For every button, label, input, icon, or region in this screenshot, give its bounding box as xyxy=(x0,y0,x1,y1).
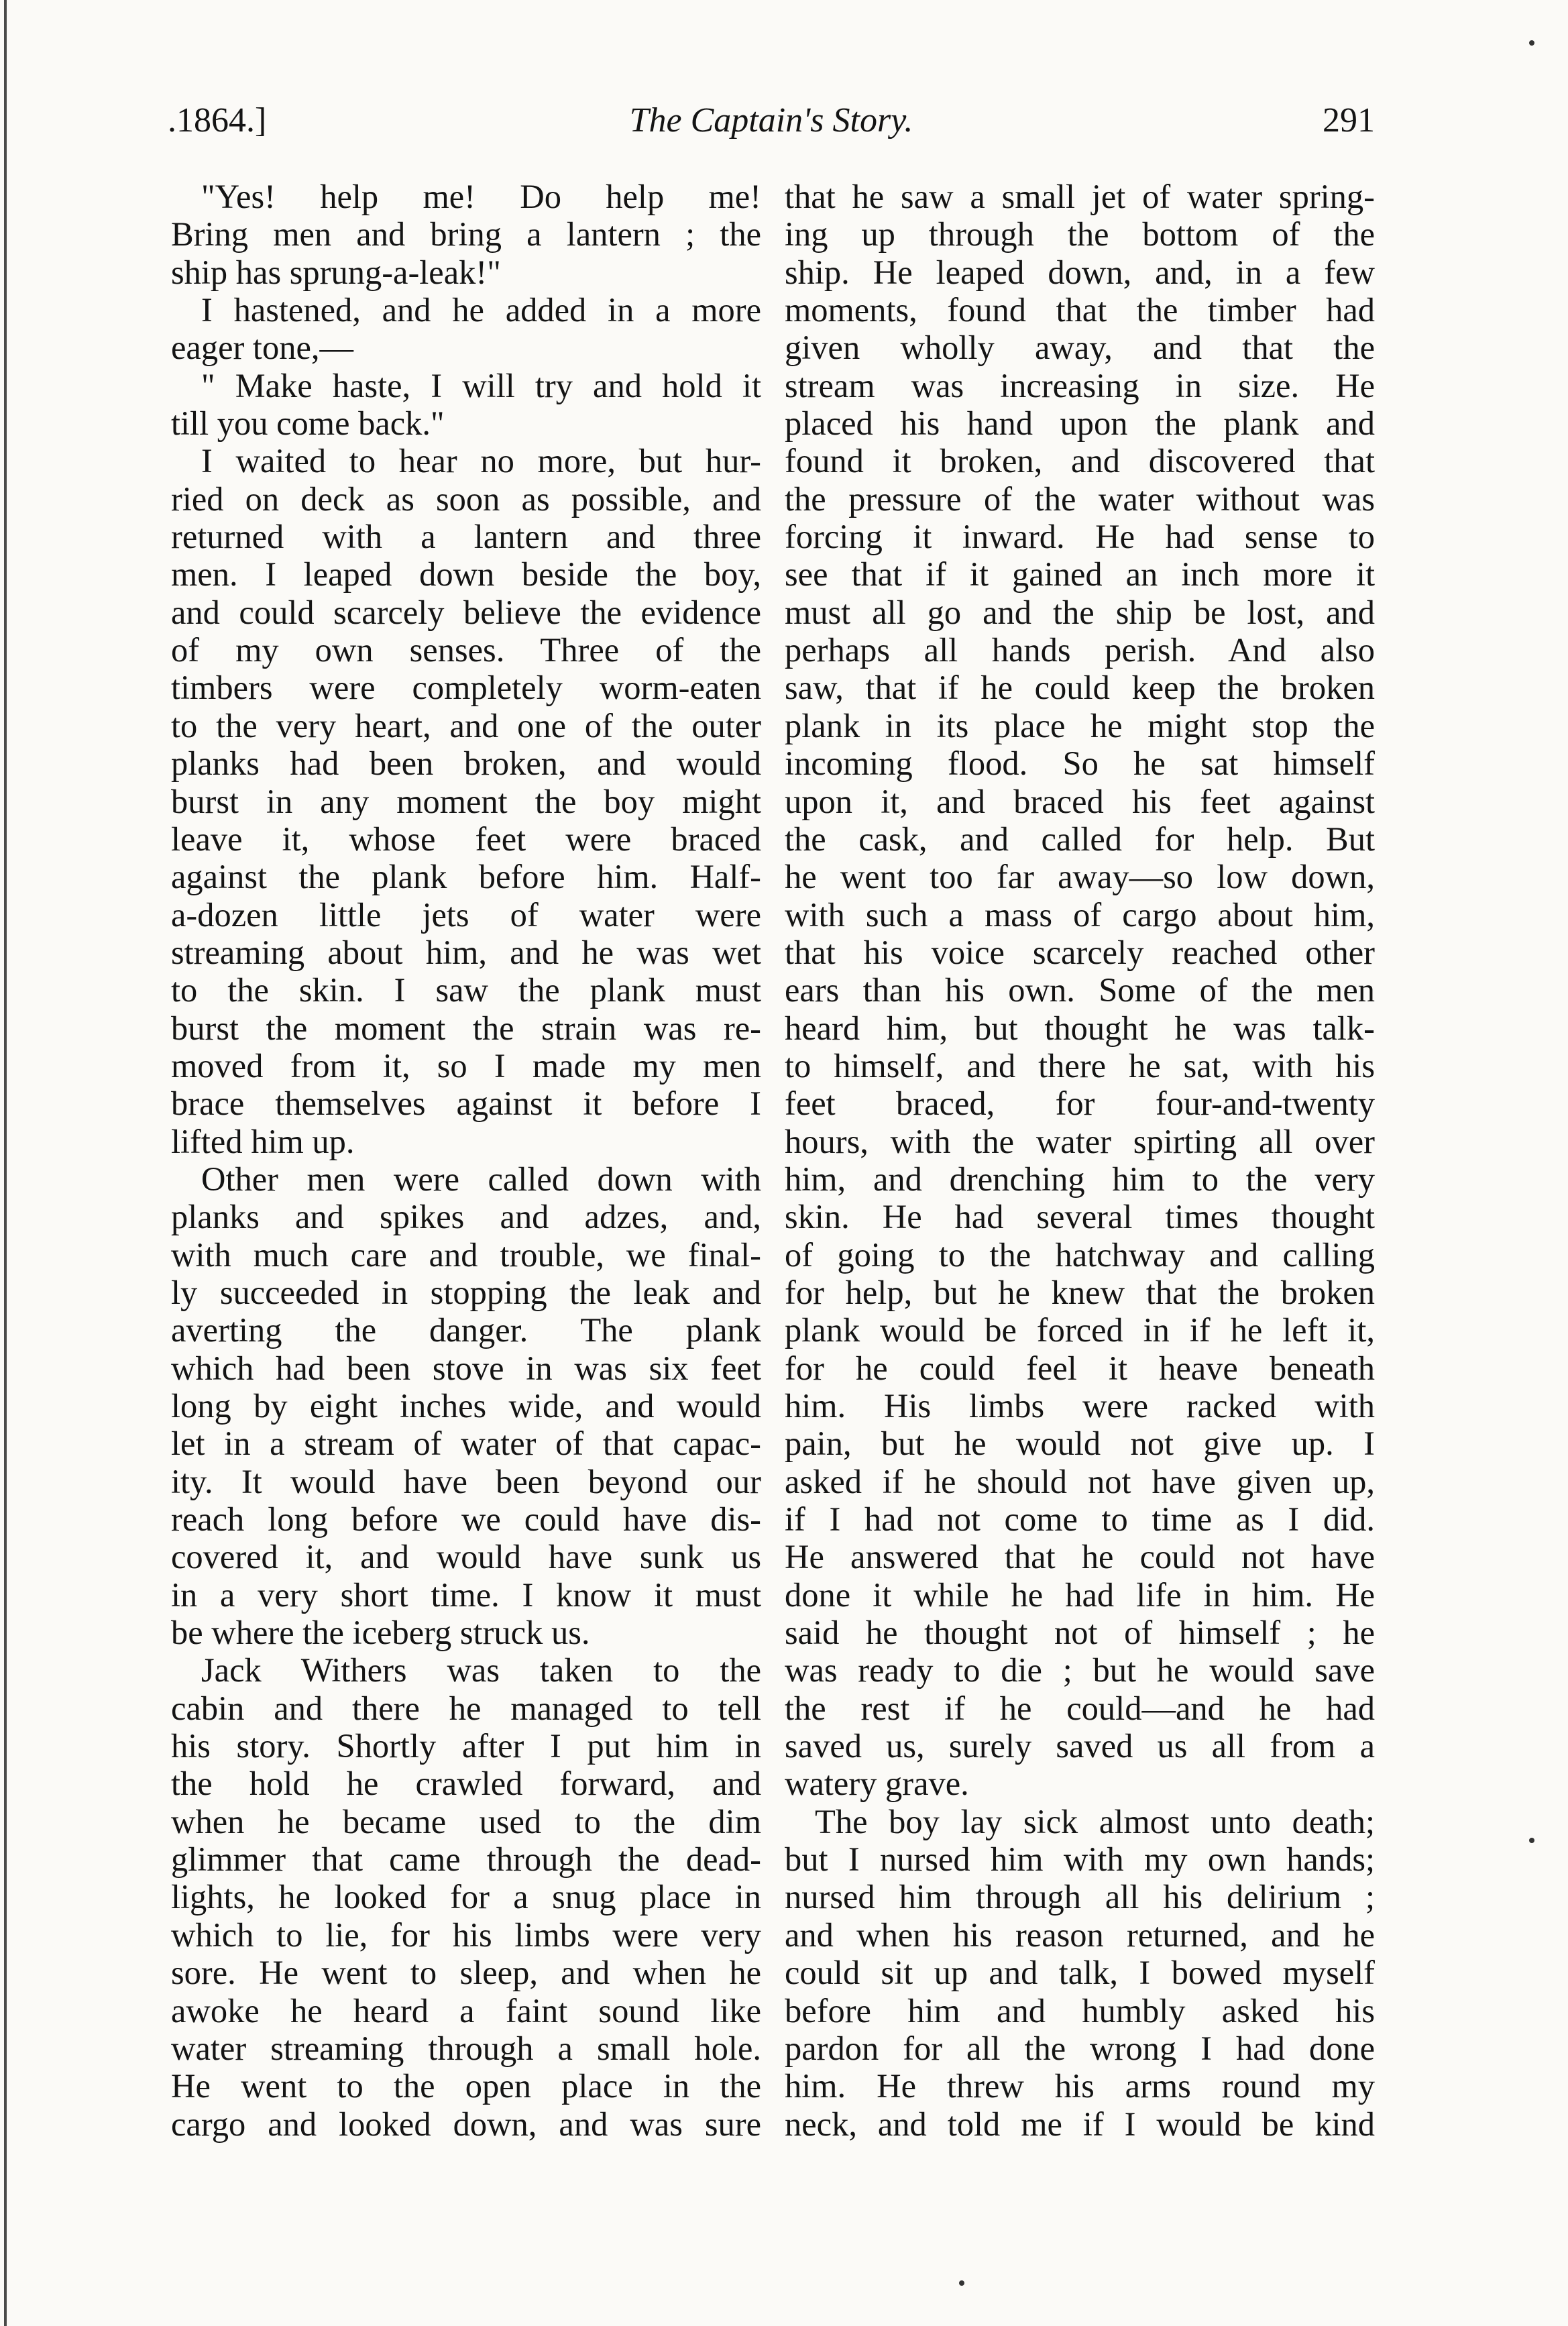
text-line: and could scarcely believe the evidence xyxy=(171,593,761,631)
text-line: glimmer that came through the dead- xyxy=(171,1840,761,1879)
text-line: saved us, surely saved us all from a xyxy=(785,1727,1375,1765)
text-line: awoke he heard a faint sound like xyxy=(171,1991,761,2030)
text-line: the rest if he could—and he had xyxy=(785,1689,1375,1727)
text-line: that he saw a small jet of water spring- xyxy=(785,178,1375,215)
text-line: for he could feel it heave beneath xyxy=(785,1349,1375,1387)
text-line: Other men were called down with xyxy=(201,1160,761,1198)
text-line: stream was increasing in size. He xyxy=(785,366,1375,404)
text-line: moved from it, so I made my men xyxy=(171,1046,761,1085)
print-speck xyxy=(959,2280,964,2286)
text-line: if I had not come to time as I did. xyxy=(785,1500,1375,1539)
text-line: He answered that he could not have xyxy=(785,1538,1375,1576)
text-line: ly succeeded in stopping the leak and xyxy=(171,1273,761,1311)
text-line: upon it, and braced his feet against xyxy=(785,782,1375,820)
text-line: "Yes! help me! Do help me! xyxy=(201,178,761,215)
text-line: incoming flood. So he sat himself xyxy=(785,744,1375,783)
text-line: " Make haste, I will try and hold it xyxy=(201,366,761,404)
text-line: and when his reason returned, and he xyxy=(785,1916,1375,1954)
text-line: but I nursed him with my own hands; xyxy=(785,1840,1375,1879)
text-line: found it broken, and discovered that xyxy=(785,442,1375,480)
text-line: be where the iceberg struck us. xyxy=(171,1614,590,1652)
text-line: neck, and told me if I would be kind xyxy=(785,2105,1375,2143)
text-line: he went too far away—so low down, xyxy=(785,858,1375,896)
text-line: Jack Withers was taken to the xyxy=(201,1651,761,1690)
text-line: perhaps all hands perish. And also xyxy=(785,631,1375,669)
text-line: lifted him up. xyxy=(171,1122,355,1160)
text-line: of going to the hatchway and calling xyxy=(785,1235,1375,1274)
header-year: .1864.] xyxy=(168,101,267,140)
text-line: watery grave. xyxy=(785,1765,969,1803)
text-line: that his voice scarcely reached other xyxy=(785,933,1375,971)
text-line: I hastened, and he added in a more xyxy=(201,291,761,329)
text-line: pardon for all the wrong I had done xyxy=(785,2029,1375,2067)
page-number: 291 xyxy=(1323,101,1375,140)
text-line: forcing it inward. He had sense to xyxy=(785,518,1375,556)
text-line: I waited to hear no more, but hur- xyxy=(201,442,761,480)
text-line: streaming about him, and he was wet xyxy=(171,933,761,971)
text-line: skin. He had several times thought xyxy=(785,1198,1375,1236)
text-line: the cask, and called for help. But xyxy=(785,820,1375,858)
text-line: the hold he crawled forward, and xyxy=(171,1765,761,1803)
text-line: to the very heart, and one of the outer xyxy=(171,706,761,744)
text-line: which had been stove in was six feet xyxy=(171,1349,761,1387)
text-line: planks and spikes and adzes, and, xyxy=(171,1198,761,1236)
text-line: pain, but he would not give up. I xyxy=(785,1425,1375,1463)
text-line: him, and drenching him to the very xyxy=(785,1160,1375,1198)
text-line: ears than his own. Some of the men xyxy=(785,971,1375,1009)
text-line: Bring men and bring a lantern ; the xyxy=(171,215,761,254)
text-line: brace themselves against it before I xyxy=(171,1085,761,1123)
text-line: burst in any moment the boy might xyxy=(171,782,761,820)
text-line: a-dozen little jets of water were xyxy=(171,895,761,934)
text-line: with such a mass of cargo about him, xyxy=(785,895,1375,934)
text-line: nursed him through all his delirium ; xyxy=(785,1878,1375,1916)
text-line: plank in its place he might stop the xyxy=(785,706,1375,744)
text-line: long by eight inches wide, and would xyxy=(171,1387,761,1425)
print-speck xyxy=(1529,40,1534,46)
text-line: with much care and trouble, we final- xyxy=(171,1235,761,1274)
text-line: him. He threw his arms round my xyxy=(785,2067,1375,2105)
text-line: lights, he looked for a snug place in xyxy=(171,1878,761,1916)
print-speck xyxy=(1529,1838,1534,1843)
left-text-column xyxy=(171,178,761,2143)
text-line: reach long before we could have dis- xyxy=(171,1500,761,1539)
right-text-column xyxy=(785,178,1375,2143)
page-edge-line xyxy=(4,0,7,2326)
text-line: till you come back." xyxy=(171,404,445,443)
text-line: eager tone,— xyxy=(171,329,354,367)
text-line: placed his hand upon the plank and xyxy=(785,404,1375,443)
text-line: in a very short time. I know it must xyxy=(171,1575,761,1614)
text-line: let in a stream of water of that capac- xyxy=(171,1425,761,1463)
text-line: the pressure of the water without was xyxy=(785,480,1375,518)
text-line: cargo and looked down, and was sure xyxy=(171,2105,761,2143)
text-line: covered it, and would have sunk us xyxy=(171,1538,761,1576)
header-title: The Captain's Story. xyxy=(629,101,913,140)
text-line: his story. Shortly after I put him in xyxy=(171,1727,761,1765)
text-line: burst the moment the strain was re- xyxy=(171,1009,761,1047)
text-line: ship has sprung-a-leak!" xyxy=(171,253,501,291)
text-line: feet braced, for four-and-twenty xyxy=(785,1085,1375,1123)
text-line: which to lie, for his limbs were very xyxy=(171,1916,761,1954)
text-line: planks had been broken, and would xyxy=(171,744,761,783)
text-line: sore. He went to sleep, and when he xyxy=(171,1954,761,1992)
text-line: leave it, whose feet were braced xyxy=(171,820,761,858)
text-line: ity. It would have been beyond our xyxy=(171,1462,761,1500)
text-line: before him and humbly asked his xyxy=(785,1991,1375,2030)
text-line: said he thought not of himself ; he xyxy=(785,1614,1375,1652)
text-line: plank would be forced in if he left it, xyxy=(785,1311,1375,1349)
text-line: was ready to die ; but he would save xyxy=(785,1651,1375,1690)
text-line: could sit up and talk, I bowed myself xyxy=(785,1954,1375,1992)
text-line: ing up through the bottom of the xyxy=(785,215,1375,254)
text-line: moments, found that the timber had xyxy=(785,291,1375,329)
text-line: ship. He leaped down, and, in a few xyxy=(785,253,1375,291)
text-line: given wholly away, and that the xyxy=(785,329,1375,367)
text-line: for help, but he knew that the broken xyxy=(785,1273,1375,1311)
text-line: to himself, and there he sat, with his xyxy=(785,1046,1375,1085)
text-line: hours, with the water spirting all over xyxy=(785,1122,1375,1160)
running-header xyxy=(168,94,1375,154)
text-line: done it while he had life in him. He xyxy=(785,1575,1375,1614)
text-line: averting the danger. The plank xyxy=(171,1311,761,1349)
text-line: him. His limbs were racked with xyxy=(785,1387,1375,1425)
text-line: when he became used to the dim xyxy=(171,1802,761,1840)
text-line: timbers were completely worm-eaten xyxy=(171,669,761,707)
text-line: cabin and there he managed to tell xyxy=(171,1689,761,1727)
text-line: He went to the open place in the xyxy=(171,2067,761,2105)
text-line: ried on deck as soon as possible, and xyxy=(171,480,761,518)
text-line: to the skin. I saw the plank must xyxy=(171,971,761,1009)
text-line: saw, that if he could keep the broken xyxy=(785,669,1375,707)
text-line: heard him, but thought he was talk- xyxy=(785,1009,1375,1047)
text-line: of my own senses. Three of the xyxy=(171,631,761,669)
text-line: returned with a lantern and three xyxy=(171,518,761,556)
text-line: see that if it gained an inch more it xyxy=(785,555,1375,594)
text-line: must all go and the ship be lost, and xyxy=(785,593,1375,631)
text-line: asked if he should not have given up, xyxy=(785,1462,1375,1500)
text-line: water streaming through a small hole. xyxy=(171,2029,761,2067)
text-line: The boy lay sick almost unto death; xyxy=(815,1802,1375,1840)
text-line: against the plank before him. Half- xyxy=(171,858,761,896)
text-line: men. I leaped down beside the boy, xyxy=(171,555,761,594)
